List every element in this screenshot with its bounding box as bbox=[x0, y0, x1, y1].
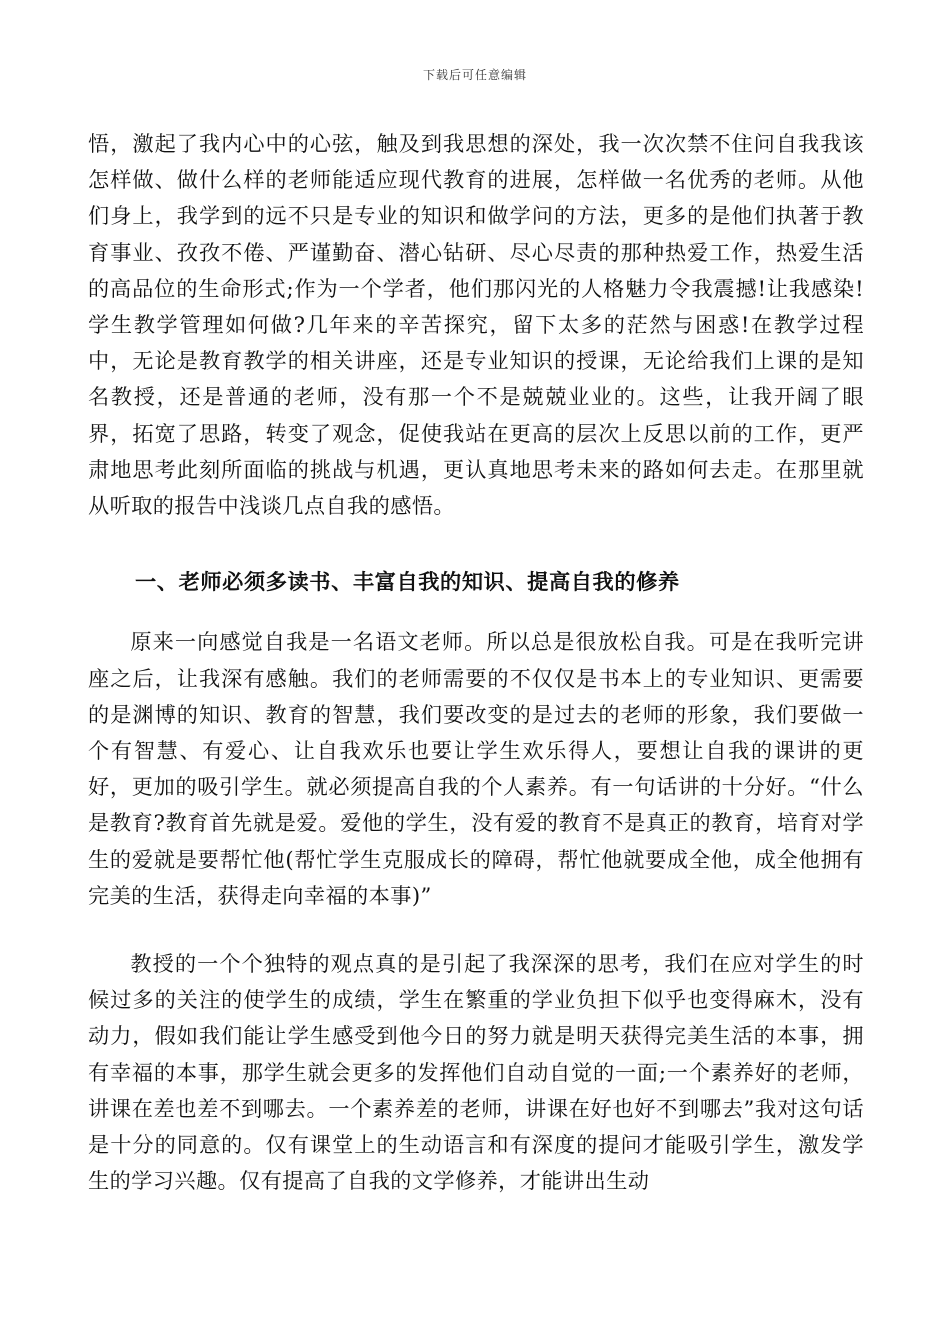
document-body bbox=[88, 126, 864, 1199]
body-paragraph-1: 悟，激起了我内心中的心弦，触及到我思想的深处，我一次次禁不住问自我我该怎样做、做什么样的老师能适应现代教育的进展，怎样做一名优秀的老师。从他们身上，我学到的远不只是专业的知识和做学问的方法，更多的是他们执著于教育事业、孜孜不倦、严谨勤奋、潜心钻研、尽心尽责的那种热爱工作，热爱生活的高品位的生命形式;作为一个学者，他们那闪光的人格魅力令我震撼!让我感染!学生教学管理如何做?几年来的辛苦探究，留下太多的茫然与困惑!在教学过程中，无论是教育教学的相关讲座，还是专业知识的授课，无论给我们上课的是知名教授，还是普通的老师，没有那一个不是兢兢业业的。这些，让我开阔了眼界，拓宽了思路，转变了观念，促使我站在更高的层次上反思以前的工作，更严肃地思考此刻所面临的挑战与机遇，更认真地思考未来的路如何去走。在那里就从听取的报告中浅谈几点自我的感悟。 bbox=[88, 131, 864, 519]
page-header: 下载后可任意编辑 bbox=[422, 68, 527, 82]
body-paragraph-2: 原来一向感觉自我是一名语文老师。所以总是很放松自我。可是在我听完讲座之后，让我深有感触。我们的老师需要的不仅仅是书本上的专业知识、更需要的是渊博的知识、教育的智慧，我们要改变的是过去的老师的形象，我们要做一个有智慧、有爱心、让自我欢乐也要让学生欢乐得人，要想让自我的课讲的更好，更加的吸引学生。就必须提高自我的个人素养。有一句话讲的十分好。“什么是教育?教育首先就是爱。爱他的学生，没有爱的教育不是真正的教育，培育对学生的爱就是要帮忙他(帮忙学生克服成长的障碍，帮忙他就要成全他，成全他拥有完美的生活，获得走向幸福的本事)” bbox=[88, 629, 864, 908]
body-paragraph-3: 教授的一个个独特的观点真的是引起了我深深的思考，我们在应对学生的时候过多的关注的使学生的成绩，学生在繁重的学业负担下似乎也变得麻木，没有动力，假如我们能让学生感受到他今日的努力就是明天获得完美生活的本事，拥有幸福的本事，那学生就会更多的发挥他们自动自觉的一面;一个素养好的老师，讲课在差也差不到哪去。一个素养差的老师，讲课在好也好不到哪去”我对这句话是十分的同意的。仅有课堂上的生动语言和有深度的提问才能吸引学生，激发学生的学习兴趣。仅有提高了自我的文学修养，才能讲出生动 bbox=[88, 951, 864, 1194]
section-heading: 一、老师必须多读书、丰富自我的知识、提高自我的修养 bbox=[135, 569, 680, 595]
